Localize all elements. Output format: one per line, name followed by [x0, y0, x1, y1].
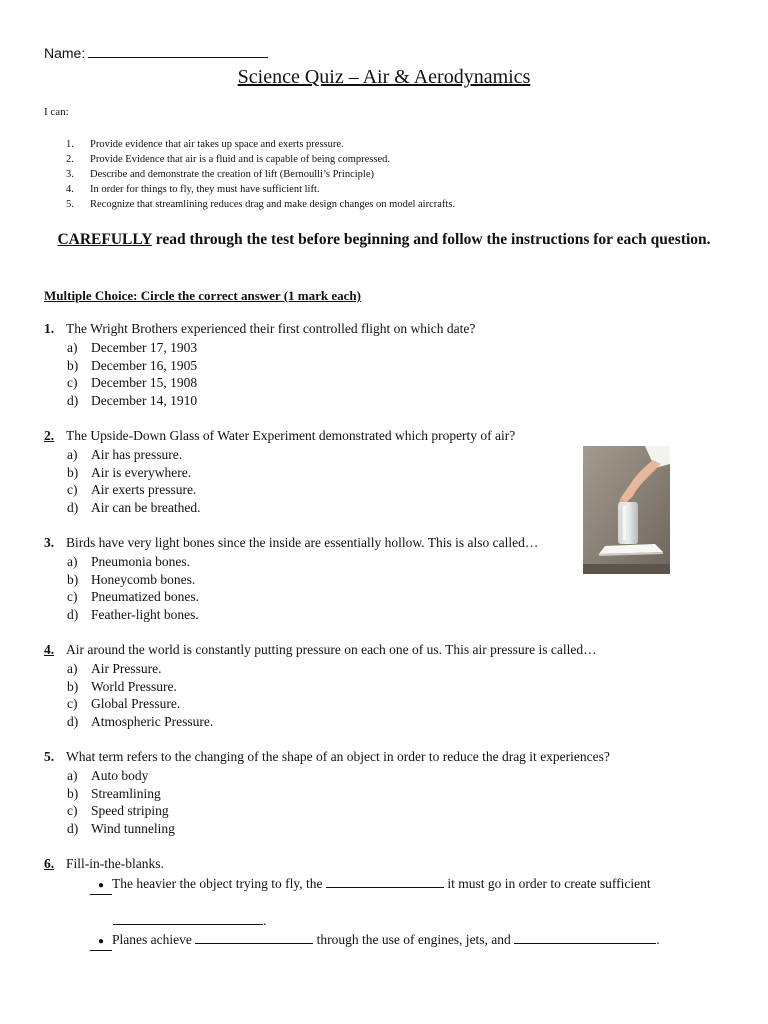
objective-item: 5. Recognize that streamlining reduces drag and make design changes on model aircrafts.	[66, 199, 456, 210]
answer-option[interactable]: b) Honeycomb bones.	[67, 571, 196, 587]
question-text: The Upside-Down Glass of Water Experiment demonstrated which property of air?	[66, 428, 516, 443]
name-label: Name:	[44, 45, 86, 61]
answer-option[interactable]: c) Pneumatized bones.	[67, 589, 199, 605]
question-6	[44, 856, 164, 872]
name-field	[44, 45, 268, 61]
bullet-icon: ●	[90, 936, 112, 951]
answer-option[interactable]: d) Feather-light bones.	[67, 607, 199, 623]
answer-option[interactable]: d) Wind tunneling	[67, 821, 175, 837]
section-heading: Multiple Choice: Circle the correct answer (1 mark each)	[44, 288, 361, 303]
answer-blank[interactable]	[514, 931, 656, 944]
question-number: 5.	[44, 749, 55, 764]
question-5	[44, 749, 610, 765]
question-text: Birds have very light bones since the inside are essentially hollow. This is also called…	[66, 535, 539, 550]
objective-item: 4. In order for things to fly, they must have sufficient lift.	[66, 184, 320, 195]
answer-option[interactable]: a) Air Pressure.	[67, 661, 162, 676]
answer-option[interactable]: a) Air has pressure.	[67, 447, 183, 462]
glass-experiment-photo	[583, 446, 670, 574]
fill-blank-2: ● Planes achieve through the use of engines, jets, and .	[90, 931, 660, 951]
hand-holding-glass-icon	[583, 446, 670, 574]
answer-blank[interactable]	[326, 875, 444, 888]
fill-blank-1: ● The heavier the object trying to fly, the it must go in order to create sufficient	[90, 875, 651, 895]
question-1	[44, 321, 475, 337]
objective-item: 1. Provide evidence that air takes up space and exerts pressure.	[66, 139, 344, 150]
answer-option[interactable]: a) Pneumonia bones.	[67, 554, 190, 569]
answer-option[interactable]: c) December 15, 1908	[67, 375, 198, 391]
question-2	[44, 428, 515, 444]
question-3-options	[67, 553, 199, 624]
answer-option[interactable]: d) Air can be breathed.	[67, 500, 201, 516]
answer-option[interactable]: d) December 14, 1910	[67, 393, 198, 409]
answer-option[interactable]: c) Global Pressure.	[67, 696, 181, 712]
answer-option[interactable]: b) December 16, 1905	[67, 357, 198, 373]
name-blank[interactable]	[88, 45, 268, 58]
instructions-emphasis: CAREFULLY	[57, 231, 152, 248]
question-3	[44, 535, 538, 551]
question-4	[44, 642, 597, 658]
objective-item: 2. Provide Evidence that air is a fluid and is capable of being compressed.	[66, 154, 391, 165]
question-number: 3.	[44, 535, 55, 550]
page-title: Science Quiz – Air & Aerodynamics	[237, 66, 531, 88]
question-number: 4.	[44, 642, 55, 657]
ican-label: I can:	[44, 106, 69, 118]
question-number: 1.	[44, 321, 55, 336]
answer-blank[interactable]	[113, 912, 263, 925]
answer-option[interactable]: c) Speed striping	[67, 803, 169, 819]
answer-option[interactable]: b) Air is everywhere.	[67, 464, 192, 480]
objectives-list	[66, 137, 455, 212]
bullet-icon: ●	[90, 880, 112, 895]
answer-option[interactable]: b) World Pressure.	[67, 678, 177, 694]
instructions	[0, 228, 768, 252]
answer-option[interactable]: c) Air exerts pressure.	[67, 482, 197, 498]
question-number: 2.	[44, 428, 55, 443]
question-text: Fill-in-the-blanks.	[66, 856, 164, 871]
question-4-options	[67, 660, 213, 731]
question-text: Air around the world is constantly putting pressure on each one of us. This air pressure is called…	[66, 642, 597, 657]
answer-option[interactable]: a) Auto body	[67, 768, 149, 783]
question-number: 6.	[44, 856, 55, 871]
answer-blank[interactable]	[195, 931, 313, 944]
fill-blank-1-continued: .	[113, 912, 266, 929]
answer-option[interactable]: a) December 17, 1903	[67, 340, 198, 355]
question-5-options	[67, 767, 175, 838]
answer-option[interactable]: d) Atmospheric Pressure.	[67, 714, 214, 730]
answer-option[interactable]: b) Streamlining	[67, 785, 161, 801]
question-1-options	[67, 339, 197, 410]
objective-item: 3. Describe and demonstrate the creation of lift (Bernoulli’s Principle)	[66, 169, 374, 180]
question-2-options	[67, 446, 200, 517]
question-text: What term refers to the changing of the shape of an object in order to reduce the drag it experiences?	[66, 749, 610, 764]
instructions-text: read through the test before beginning and follow the instructions for each question.	[151, 231, 711, 248]
question-text: The Wright Brothers experienced their first controlled flight on which date?	[66, 321, 476, 336]
